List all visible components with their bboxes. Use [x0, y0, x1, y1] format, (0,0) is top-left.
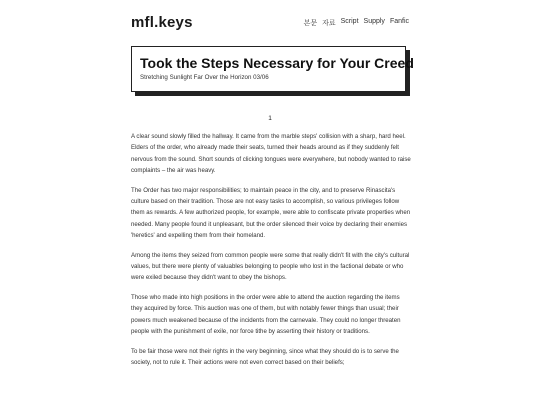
paragraph: Those who made into high positions in the order were able to attend the auction regarding the items they acquired by force. This auction was one of them, but with notably fewer things than usual; their powers much weakened because of the incidents from the carnevale. They could no longer threaten people with the punishment of exile, nor force tithe by asserting their history or traditions.	[131, 293, 401, 336]
post-title: Took the Steps Necessary for Your Creed	[140, 55, 414, 71]
nav-item-script[interactable]: Script	[340, 18, 359, 25]
nav-item-materials[interactable]: 자료	[322, 20, 336, 27]
main-nav	[304, 18, 409, 28]
chapter-number: 1	[268, 115, 272, 122]
site-logo[interactable]: mfl.keys	[131, 14, 193, 31]
post-body	[131, 131, 412, 376]
paragraph: The Order has two major responsibilities; to maintain peace in the city, and to preserve Rinascita's culture based on their tradition. Those are not easy tasks to accomplish, so various privileges follow them as rewards. A few authorized people, for example, were able to confiscate private properties when needed. Many people found it unpleasant, but the order silenced their voice by declaring their enemies 'heretics' and expelling them from their homeland.	[131, 186, 411, 240]
nav-item-fanfic[interactable]: Fanfic	[389, 18, 409, 25]
post-subtitle: Stretching Sunlight Far Over the Horizon 03/06	[140, 74, 269, 81]
post-title-card	[131, 46, 414, 92]
site-header	[131, 14, 411, 34]
nav-item-main[interactable]: 본문	[303, 20, 318, 27]
paragraph: Among the items they seized from common people were some that really didn't fit with the city's cultural values, but there were plenty of valuables belonging to people who lost in the factional debate or who were exiled because they didn't want to obey the bishops.	[131, 251, 410, 282]
paragraph: To be fair those were not their rights in the very beginning, since what they should do is to serve the society, not to rule it. Their actions were not even correct based on their beliefs;	[131, 347, 399, 366]
paragraph: A clear sound slowly filled the hallway. It came from the marble steps' collision with a sharp, hard heel. Elders of the order, who already made their seats, turned their heads around as if they suddenly felt nervous from the sound. Short sounds of clicking tongues were everywhere, but nobody wanted to raise complaints – the air was heavy.	[131, 133, 411, 175]
nav-item-supply[interactable]: Supply	[363, 18, 385, 25]
